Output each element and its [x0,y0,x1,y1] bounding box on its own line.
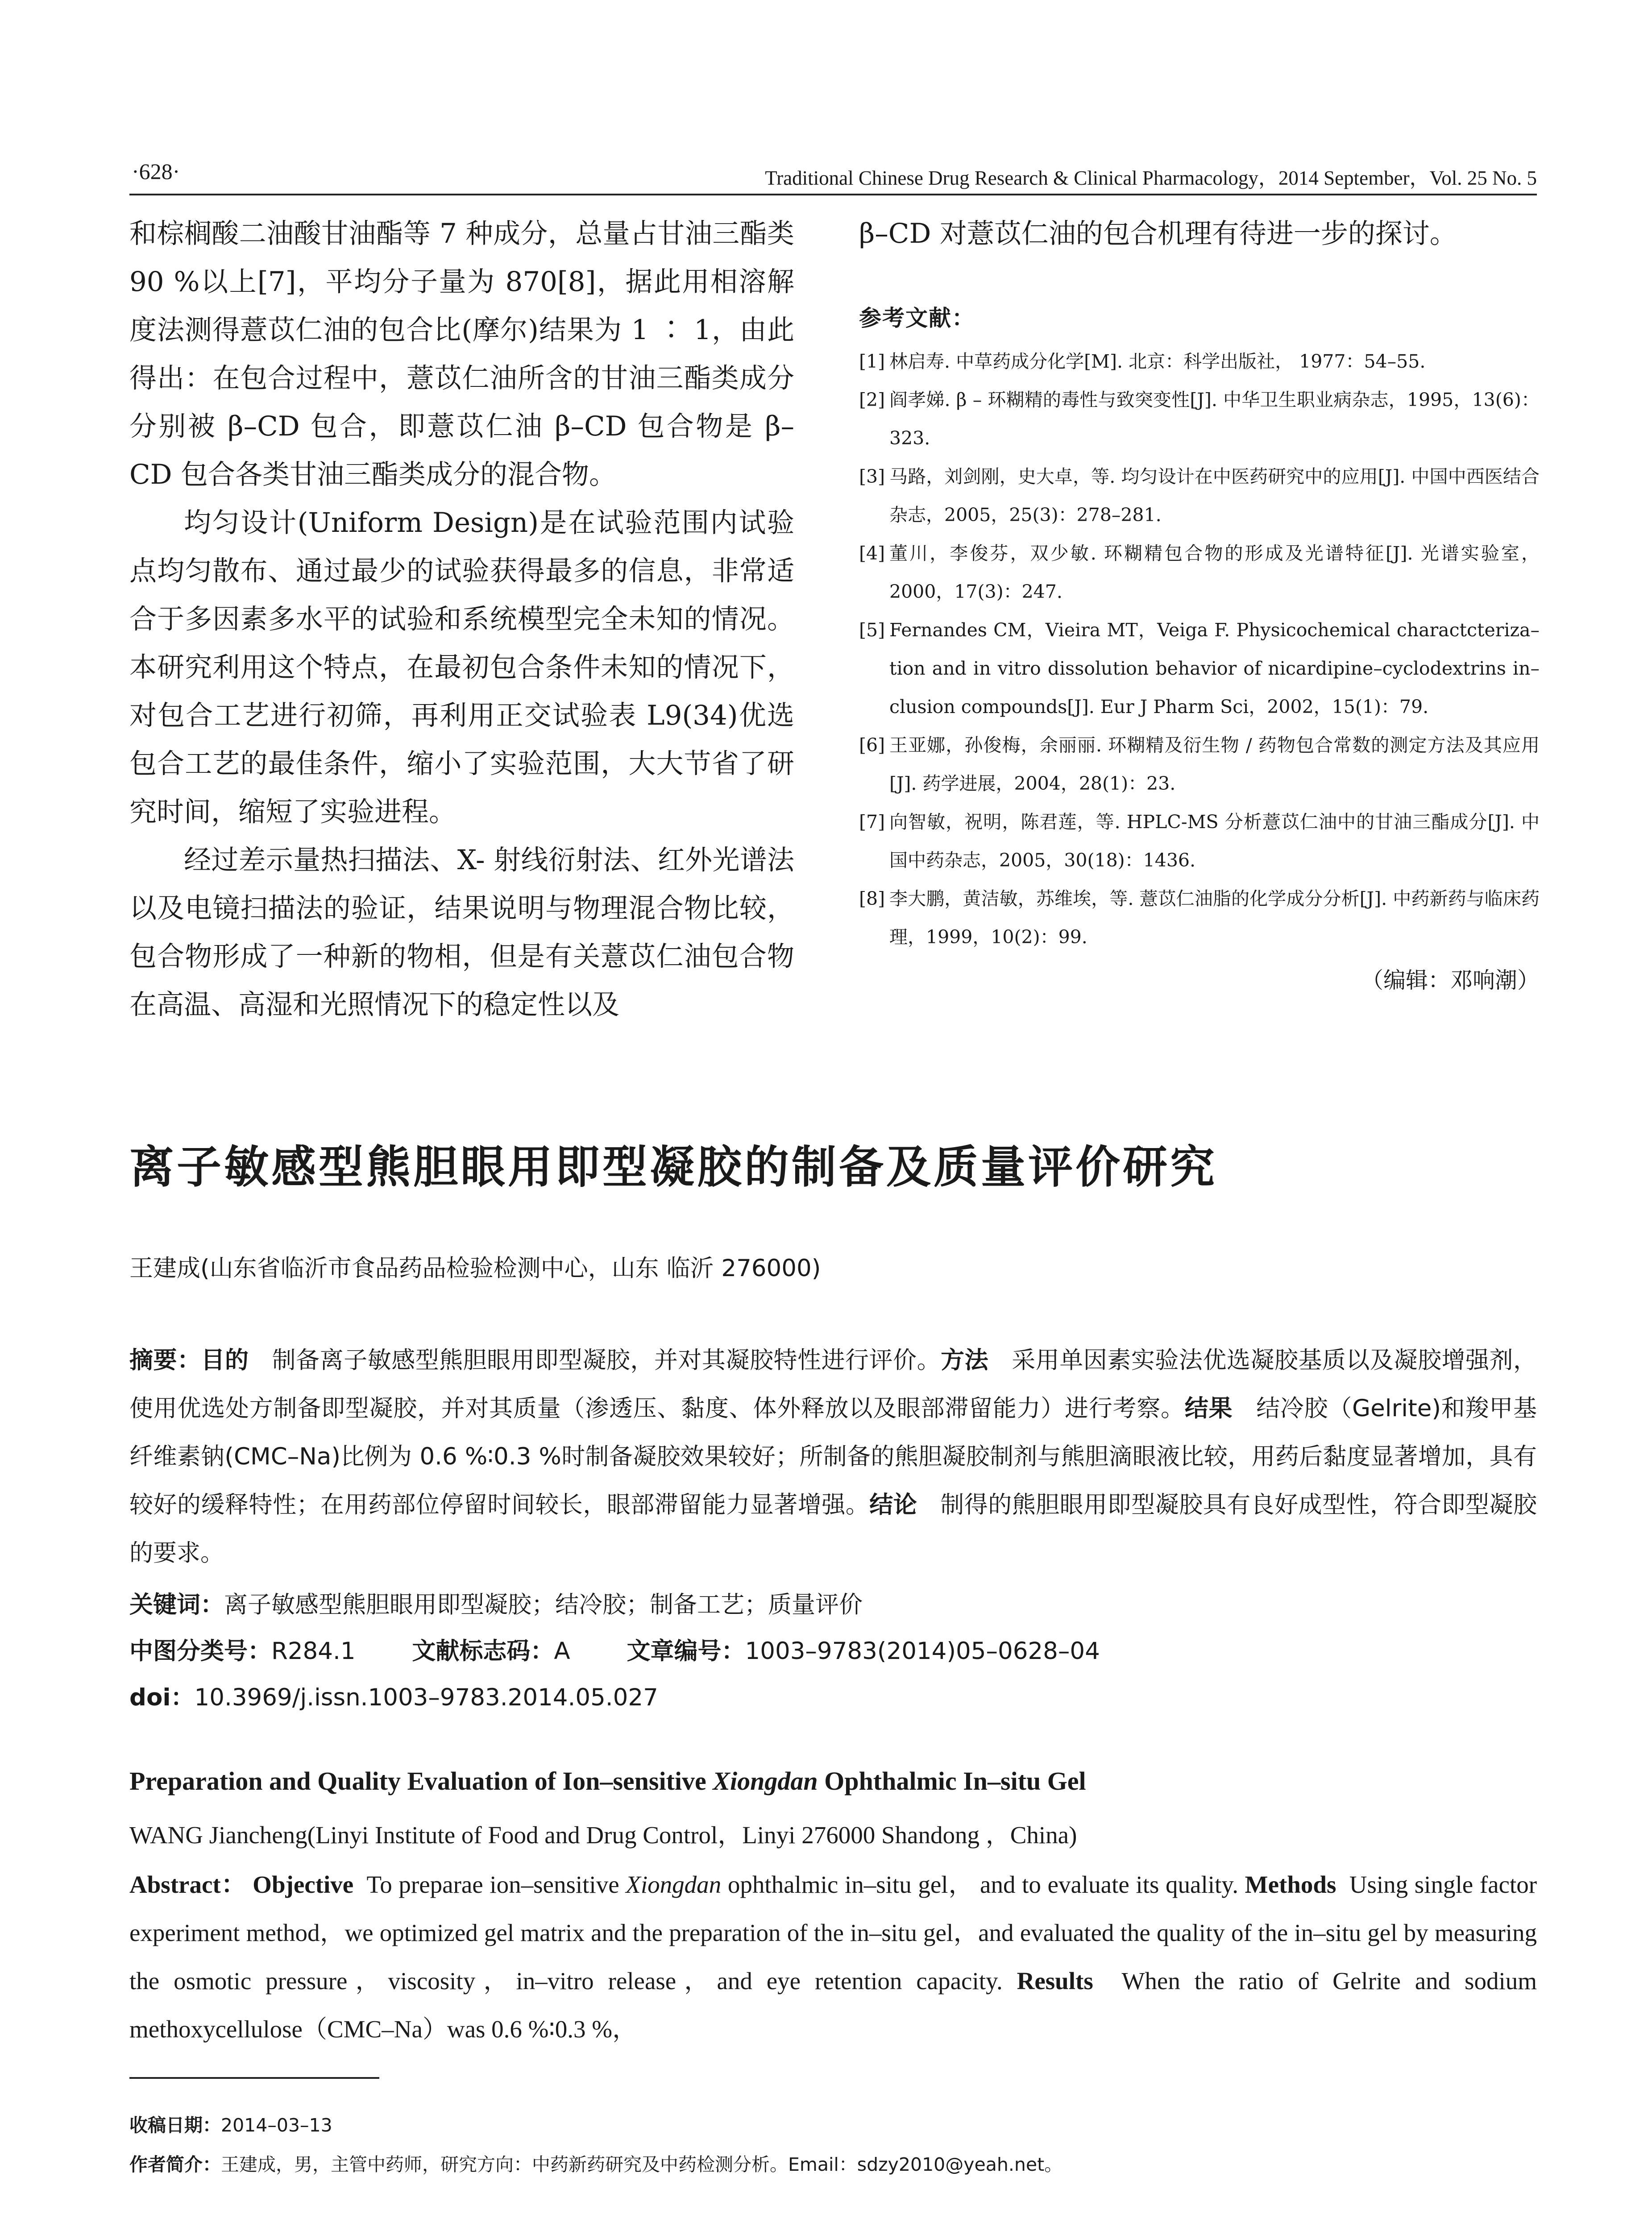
footnote-rule [129,2077,379,2079]
objective-label: 目的 [201,1347,249,1374]
received-value: 2014–03–13 [221,2115,332,2136]
doc-code-label: 文献标志码： [412,1638,554,1665]
author-bio-text: 王建成，男，主管中药师，研究方向：中药新药研究及中药检测分析。Email：sdzy2010@yeah.net。 [221,2154,1063,2175]
objective-en-label: Objective [253,1871,354,1898]
author-affiliation-en: WANG Jiancheng(Linyi Institute of Food and Drug Control，Linyi 276000 Shandong ，China) [129,1821,1077,1849]
right-continuation: β–CD 对薏苡仁油的包合机理有待进一步的探讨。 [859,218,1457,249]
author-affiliation-cn: 王建成(山东省临沂市食品药品检验检测中心，山东 临沂 276000) [129,1255,821,1282]
left-paragraph-1: 和棕榈酸二油酸甘油酯等 7 种成分，总量占甘油三酯类90 %以上[7]，平均分子量为 870[8]，据此用相溶解度法测得薏苡仁油的包合比(摩尔)结果为 1 ∶ 1，由此得出：在包合过程中，薏苡仁油所含的甘油三酯类成分分别被 β–CD 包合，即薏苡仁油 β–CD 包合物是 β–CD 包合各类甘油三酯类成分的混合物。 [129,218,794,490]
editor-credit: （编辑：邓响潮） [1361,967,1540,993]
reference-item [859,879,1540,956]
article-no-value: 1003–9783(2014)05–0628–04 [745,1638,1100,1665]
article-no-label: 文章编号： [627,1638,745,1665]
title-en-part-a: Preparation and Quality Evaluation of Ion–sensitive [129,1767,713,1796]
doi-label: doi： [129,1684,195,1711]
abstract-label: 摘要： [129,1347,201,1374]
reference-text: 王亚娜，孙俊梅，余丽丽. 环糊精及衍生物 / 药物包合常数的测定方法及其应用[J]. 药学进展，2004，28(1)：23. [889,734,1540,794]
conclusion-label: 结论 [869,1491,917,1518]
reference-number: [5] [859,619,885,641]
reference-text: 向智敏，祝明，陈君莲，等. HPLC-MS 分析薏苡仁油中的甘油三酯成分[J]. 中国中药杂志，2005，30(18)：1436. [889,811,1540,871]
methods-en-label: Methods [1245,1871,1337,1898]
left-column [129,210,794,1029]
doi-value: 10.3969/j.issn.1003–9783.2014.05.027 [194,1684,658,1711]
objective-en-a: To preparae ion–sensitive [366,1871,626,1898]
doc-code-value: A [554,1638,570,1665]
reference-number: [1] [859,351,885,372]
reference-number: [8] [859,888,885,909]
reference-text: Fernandes CM，Vieira MT，Veiga F. Physicochemical charactcteriza–tion and in vitro dissolution behavior of nicardipine–cyclodextrins in–clusion compounds[J]. Eur J Pharm Sci，2002，15(1)：79. [889,619,1540,717]
article-title-cn: 离子敏感型熊胆眼用即型凝胶的制备及质量评价研究 [129,1141,1217,1193]
reference-item [859,342,1540,381]
abstract-en [129,1861,1537,2053]
methods-en-text: Using single factor experiment method，we optimized gel matrix and the preparation of the in–situ gel，and evaluated the quality of the in–situ gel by measuring the osmotic pressure，viscosity，in–vitro release，and eye retention capacity. [129,1871,1537,1995]
abstract-cn [129,1336,1537,1577]
title-en-italic: Xiongdan [713,1767,818,1796]
left-paragraph-3: 经过差示量热扫描法、X- 射线衍射法、红外光谱法以及电镜扫描法的验证，结果说明与物理混合物比较，包合物形成了一种新的物相，但是有关薏苡仁油包合物在高温、高湿和光照情况下的稳定性以及 [129,844,794,1020]
author-bio-label: 作者简介： [129,2154,221,2175]
reference-number: [6] [859,734,885,756]
reference-text: 马路，刘剑刚，史大卓，等. 均匀设计在中医药研究中的应用[J]. 中国中西医结合杂志，2005，25(3)：278–281. [889,466,1540,526]
clc-value: R284.1 [271,1638,356,1665]
right-column [859,210,1540,995]
reference-text: 李大鹏，黄洁敏，苏维埃，等. 薏苡仁油脂的化学成分分析[J]. 中药新药与临床药理，1999，10(2)：99. [889,888,1540,948]
objective-en-b: ophthalmic in–situ gel， and to evaluate its quality. [721,1871,1238,1898]
reference-text: 阎孝娣. β – 环糊精的毒性与致突变性[J]. 中华卫生职业病杂志，1995，13(6)：323. [889,389,1540,449]
results-en-text: When the ratio of Gelrite and sodium methoxycellulose（CMC–Na）was 0.6 %∶0.3 %， [129,1967,1537,2043]
reference-item [859,457,1540,534]
reference-number: [4] [859,543,885,564]
methods-label: 方法 [941,1347,989,1374]
classification-line [129,1628,1100,1675]
article-title-en [129,1766,1086,1796]
received-date [129,2111,332,2137]
reference-item [859,803,1540,879]
reference-item [859,534,1540,611]
results-text: 结冷胶（Gelrite)和羧甲基纤维素钠(CMC–Na)比例为 0.6 %∶0.3 %时制备凝胶效果较好；所制备的熊胆凝胶制剂与熊胆滴眼液比较，用药后黏度显著增加，具有较好的缓释特性；在用药部位停留时间较长，眼部滞留能力显著增强。 [129,1395,1537,1518]
reference-number: [7] [859,811,885,833]
reference-number: [3] [859,466,885,487]
clc-label: 中图分类号： [129,1638,271,1665]
reference-text: 董川，李俊芬，双少敏. 环糊精包合物的形成及光谱特征[J]. 光谱实验室，2000，17(3)：247. [889,543,1540,602]
results-en-label: Results [1017,1967,1093,1995]
abstract-en-label: Abstract： [129,1871,246,1898]
conclusion-text: 制得的熊胆眼用即型凝胶具有良好成型性，符合即型凝胶的要求。 [129,1491,1537,1567]
header-rule [129,194,1537,195]
received-label: 收稿日期： [129,2115,221,2136]
doi-line [129,1675,658,1721]
reference-item [859,611,1540,726]
reference-list [859,342,1540,956]
reference-item [859,726,1540,803]
keywords-text: 离子敏感型熊胆眼用即型凝胶；结冷胶；制备工艺；质量评价 [224,1591,863,1618]
page-number: ·628· [132,159,180,184]
keywords-label: 关键词： [129,1591,224,1618]
title-en-part-b: Ophthalmic In–situ Gel [818,1767,1086,1796]
objective-text: 制备离子敏感型熊胆眼用即型凝胶，并对其凝胶特性进行评价。 [272,1347,941,1374]
results-label: 结果 [1184,1395,1233,1422]
objective-en-italic: Xiongdan [626,1871,722,1898]
reference-item [859,381,1540,457]
references-title: 参考文献： [859,305,975,331]
author-bio [129,2150,1063,2176]
reference-number: [2] [859,389,885,411]
methods-text: 采用单因素实验法优选凝胶基质以及凝胶增强剂，使用优选处方制备即型凝胶，并对其质量（渗透压、黏度、体外释放以及眼部滞留能力）进行考察。 [129,1347,1537,1422]
left-paragraph-2: 均匀设计(Uniform Design)是在试验范围内试验点均匀散布、通过最少的试验获得最多的信息，非常适合于多因素多水平的试验和系统模型完全未知的情况。本研究利用这个特点，在最初包合条件未知的情况下，对包合工艺进行初筛，再利用正交试验表 L9(34)优选包合工艺的最佳条件，缩小了实验范围，大大节省了研究时间，缩短了实验进程。 [129,507,794,828]
journal-header: Traditional Chinese Drug Research & Clinical Pharmacology，2014 September，Vol. 25 No. 5 [765,167,1537,189]
reference-text: 林启寿. 中草药成分化学[M]. 北京：科学出版社， 1977：54–55. [889,351,1426,372]
keywords-line [129,1582,863,1628]
